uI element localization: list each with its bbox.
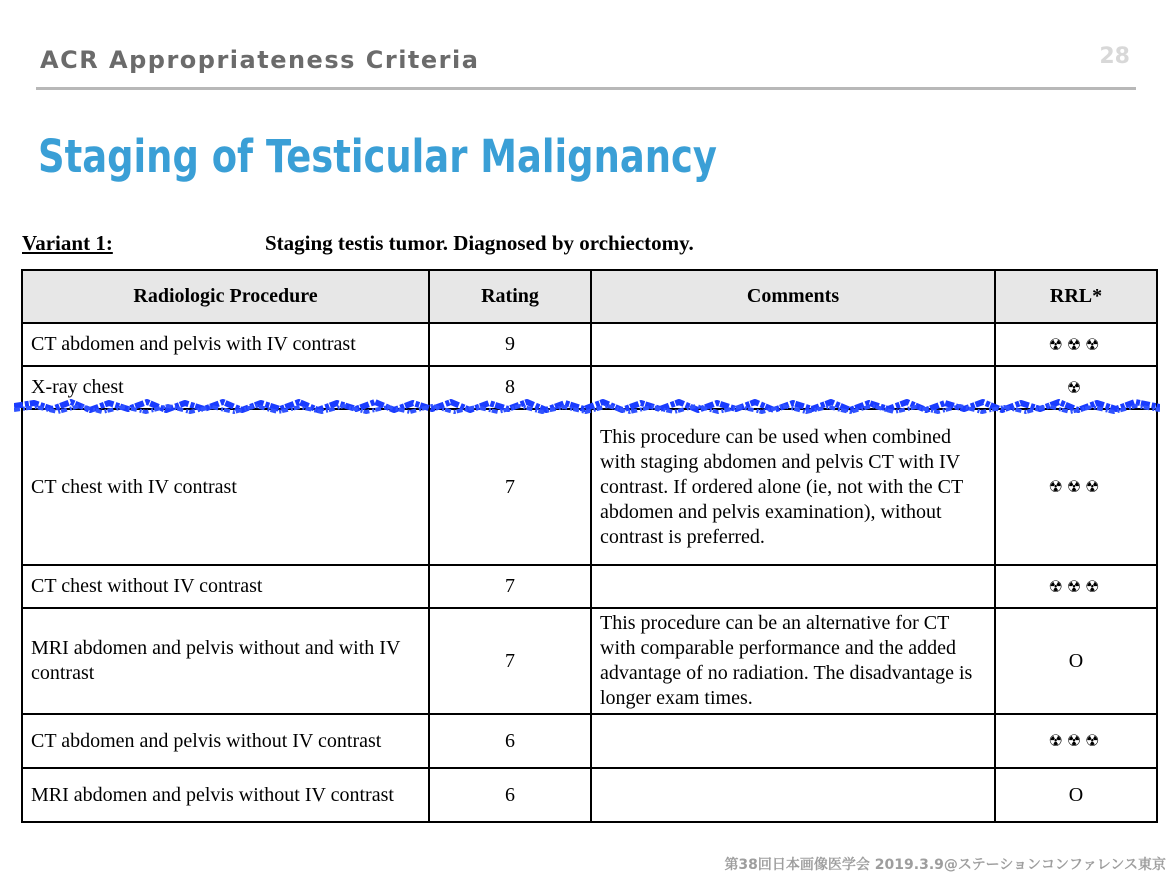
rating-cell: 8 (429, 366, 591, 409)
comments-cell: This procedure can be used when combined with staging abdomen and pelvis CT with IV contrast. If ordered alone (ie, not with the CT abdomen and pelvis examination), without contrast is preferred. (591, 409, 995, 565)
comments-cell (591, 565, 995, 608)
page-number: 28 (1099, 44, 1130, 69)
variant-label: Variant 1: (22, 231, 113, 255)
comments-cell: This procedure can be an alternative for CT with comparable performance and the added advantage of no radiation. The disadvantage is longer exam times. (591, 608, 995, 714)
procedure-cell: MRI abdomen and pelvis without IV contrast (22, 768, 429, 822)
rrl-cell (995, 565, 1157, 608)
radiation-icon: ☢☢☢ (1048, 578, 1104, 596)
table-row (22, 409, 1157, 565)
comments-cell (591, 768, 995, 822)
rrl-cell (995, 323, 1157, 366)
rating-cell: 7 (429, 409, 591, 565)
scribble-annotation (14, 397, 1160, 419)
rating-cell: 6 (429, 768, 591, 822)
footer-text: 第38回日本画像医学会 2019.3.9@ステーションコンファレンス東京 (724, 857, 1166, 873)
table-row (22, 608, 1157, 714)
header-rrl: RRL* (995, 270, 1157, 323)
radiation-icon: ☢☢☢ (1048, 479, 1104, 496)
rrl-cell: O (995, 608, 1157, 714)
radiation-icon: ☢☢☢ (1048, 336, 1104, 354)
table-row (22, 565, 1157, 608)
table-row (22, 714, 1157, 768)
procedure-cell: CT chest with IV contrast (22, 409, 429, 565)
rating-cell: 7 (429, 608, 591, 714)
table-row (22, 768, 1157, 822)
header-title: ACR Appropriateness Criteria (40, 46, 480, 74)
rrl-cell (995, 409, 1157, 565)
variant-line (22, 231, 694, 256)
header-comments: Comments (591, 270, 995, 323)
rrl-cell: O (995, 768, 1157, 822)
rating-cell: 9 (429, 323, 591, 366)
procedure-cell: CT abdomen and pelvis with IV contrast (22, 323, 429, 366)
slide-title: Staging of Testicular Malignancy (38, 130, 717, 183)
table-row (22, 323, 1157, 366)
header-procedure: Radiologic Procedure (22, 270, 429, 323)
procedure-cell: CT abdomen and pelvis without IV contrast (22, 714, 429, 768)
variant-description: Staging testis tumor. Diagnosed by orchiectomy. (265, 231, 694, 255)
procedure-cell: MRI abdomen and pelvis without and with IV contrast (22, 608, 429, 714)
header-rating: Rating (429, 270, 591, 323)
table-header-row (22, 270, 1157, 323)
comments-cell (591, 323, 995, 366)
procedure-cell: X-ray chest (22, 366, 429, 409)
radiation-icon: ☢ (1066, 379, 1086, 397)
rating-cell: 7 (429, 565, 591, 608)
criteria-table (21, 269, 1158, 823)
procedure-cell: CT chest without IV contrast (22, 565, 429, 608)
rrl-cell (995, 714, 1157, 768)
radiation-icon: ☢☢☢ (1048, 733, 1104, 750)
header-divider (36, 87, 1136, 90)
rating-cell: 6 (429, 714, 591, 768)
comments-cell (591, 714, 995, 768)
